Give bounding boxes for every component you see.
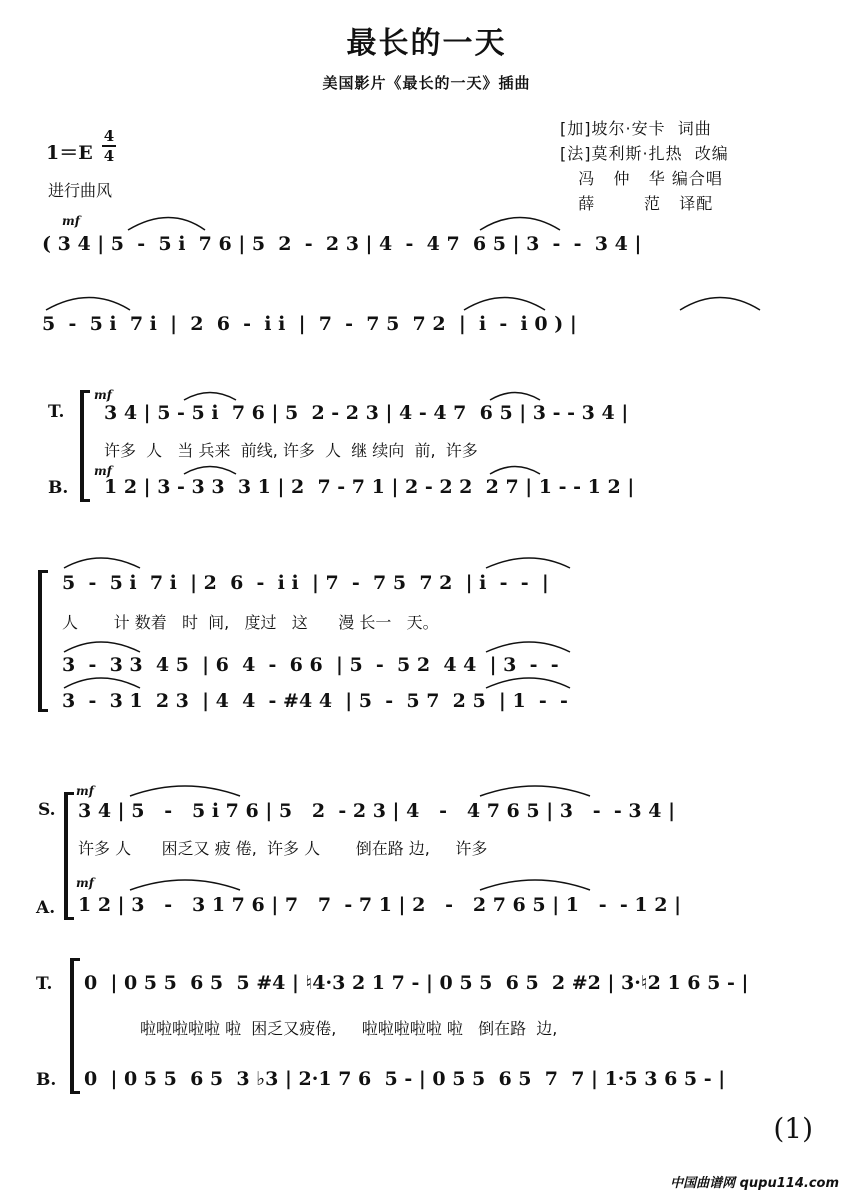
bass-line: 1 2 | 3 - 3 3 3 1 | 2 7 - 7 1 | 2 - 2 2 2 7 | 1 - - 1 2 | — [104, 476, 635, 498]
part-label-tenor: T. — [48, 402, 65, 422]
watermark-footer: 中国曲谱网 qupu114.com — [670, 1176, 839, 1191]
dynamic-mf: mf — [94, 388, 112, 402]
tenor-line: 5 - 5 i 7 i | 2 6 - i i | 7 - 7 5 7 2 | i - - | — [62, 572, 549, 594]
dynamic-mf: mf — [76, 784, 94, 798]
lyric-line: 许多 人 当 兵来 前线, 许多 人 继 续向 前, 许多 — [104, 441, 478, 460]
part-label-alto: A. — [36, 898, 56, 918]
lyric-line: 人 计 数着 时 间, 度过 这 漫 长一 天。 — [62, 613, 439, 632]
part-label-tenor: T. — [36, 974, 53, 994]
alto-line: 1 2 | 3 - 3 1 7 6 | 7 7 - 7 1 | 2 - 2 7 6 5 | 1 - - 1 2 | — [78, 894, 681, 916]
key-signature: 1＝E — [46, 142, 93, 164]
intro-line-1: ( 3 4 | 5 - 5 i 7 6 | 5 2 - 2 3 | 4 - 4 7 6 5 | 3 - - 3 4 | — [42, 233, 642, 255]
part-label-soprano: S. — [38, 800, 56, 820]
page-number: (1) — [773, 1112, 813, 1145]
credit-line: [加]坡尔·安卡 词曲 — [560, 119, 712, 138]
tenor-line: 3 4 | 5 - 5 i 7 6 | 5 2 - 2 3 | 4 - 4 7 6 5 | 3 - - 3 4 | — [104, 402, 629, 424]
tenor-line: 0 | 0 5 5 6 5 5 #4 | ♮4·3 2 1 7 - | 0 5 5 6 5 2 #2 | 3·♮2 1 6 5 - | — [84, 972, 749, 994]
bass-line-2: 3 - 3 1 2 3 | 4 4 - #4 4 | 5 - 5 7 2 5 | 1 - - — [62, 690, 568, 712]
bass-line-1: 3 - 3 3 4 5 | 6 4 - 6 6 | 5 - 5 2 4 4 | 3 - - — [62, 654, 559, 676]
dynamic-mf: mf — [76, 876, 94, 890]
time-signature: 4 4 — [103, 127, 115, 165]
dynamic-mf: mf — [62, 214, 80, 228]
part-label-bass: B. — [36, 1070, 57, 1090]
intro-line-2: 5 - 5 i 7 i | 2 6 - i i | 7 - 7 5 7 2 | i - i 0 ) | — [42, 313, 577, 335]
part-label-bass: B. — [48, 478, 69, 498]
bass-line: 0 | 0 5 5 6 5 3 ♭3 | 2·1 7 6 5 - | 0 5 5 6 5 7 7 | 1·5 3 6 5 - | — [84, 1068, 726, 1090]
song-subtitle: 美国影片《最长的一天》插曲 — [322, 74, 531, 92]
credit-line: 冯 仲 华 编合唱 — [560, 169, 723, 188]
dynamic-mf: mf — [94, 464, 112, 478]
credit-line: [法]莫利斯·扎热 改编 — [560, 144, 729, 163]
tempo-marking: 进行曲风 — [48, 181, 113, 200]
lyric-line: 啦啦啦啦啦 啦 困乏又疲倦, 啦啦啦啦啦 啦 倒在路 边, — [140, 1019, 558, 1038]
lyric-line: 许多 人 困乏又 疲 倦, 许多 人 倒在路 边, 许多 — [78, 839, 488, 858]
credit-line: 薛 范 译配 — [560, 194, 714, 213]
song-title: 最长的一天 — [346, 26, 507, 61]
soprano-line: 3 4 | 5 - 5 i 7 6 | 5 2 - 2 3 | 4 - 4 7 6 5 | 3 - - 3 4 | — [78, 800, 675, 822]
